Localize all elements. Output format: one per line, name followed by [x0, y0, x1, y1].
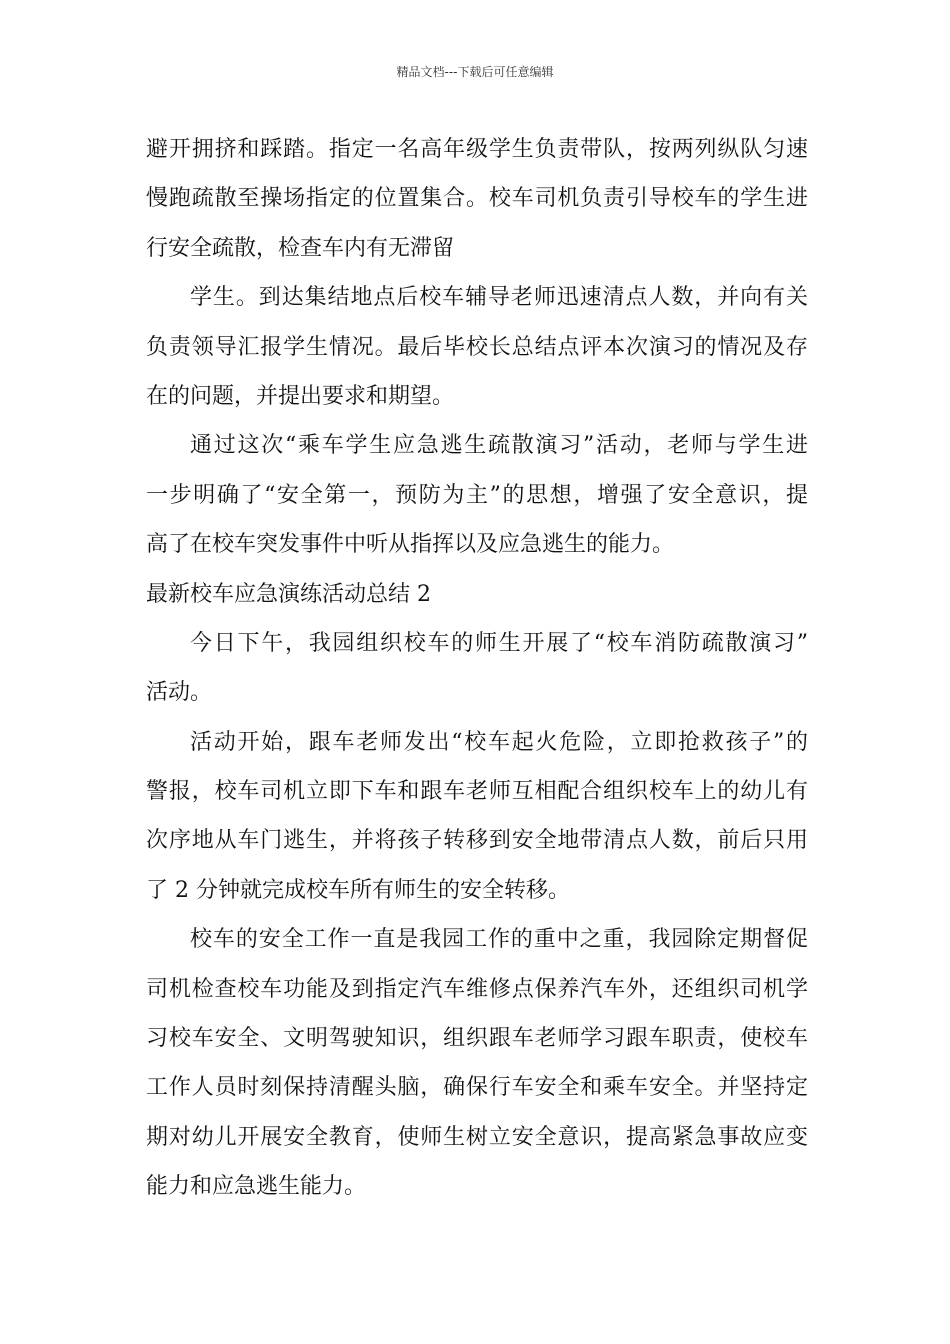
text-line: 习校车安全、文明驾驶知识，组织跟车老师学习跟车职责，使校车: [146, 1026, 808, 1052]
text-line: 慢跑疏散至操场指定的位置集合。校车司机负责引导校车的学生进: [146, 186, 808, 212]
text-line: 学生。到达集结地点后校车辅导老师迅速清点人数，并向有关: [190, 285, 808, 311]
text-line: 期对幼儿开展安全教育，使师生树立安全意识，提高紧急事故应变: [146, 1124, 808, 1150]
text-line: 通过这次“乘车学生应急逃生疏散演习”活动，老师与学生进: [190, 433, 808, 459]
text-line: 高了在校车突发事件中听从指挥以及应急逃生的能力。: [146, 532, 675, 558]
text-line: 校车的安全工作一直是我园工作的重中之重，我园除定期督促: [190, 927, 808, 953]
text-line: 司机检查校车功能及到指定汽车维修点保养汽车外，还组织司机学: [146, 976, 808, 1002]
text-line: 活动。: [146, 680, 213, 706]
text-line: 行安全疏散，检查车内有无滞留: [146, 235, 455, 261]
text-line: 活动开始，跟车老师发出“校车起火危险，立即抢救孩子”的: [190, 729, 808, 755]
text-line: 在的问题，并提出要求和期望。: [146, 383, 455, 409]
text-line: 警报，校车司机立即下车和跟车老师互相配合组织校车上的幼儿有: [146, 779, 808, 805]
page-header: 精品文档---下载后可任意编辑: [396, 65, 554, 79]
text-line: 工作人员时刻保持清醒头脑，确保行车安全和乘车安全。并坚持定: [146, 1075, 808, 1101]
text-line: 次序地从车门逃生，并将孩子转移到安全地带清点人数，前后只用: [146, 828, 808, 854]
text-line: 今日下午，我园组织校车的师生开展了“校车消防疏散演习”: [190, 630, 808, 656]
document-body: [146, 130, 808, 1217]
text-line: 一步明确了“安全第一，预防为主”的思想，增强了安全意识，提: [146, 482, 808, 508]
text-line: 了 2 分钟就完成校车所有师生的安全转移。: [146, 877, 570, 903]
text-line: 负责领导汇报学生情况。最后毕校长总结点评本次演习的情况及存: [146, 334, 808, 360]
text-line: 避开拥挤和踩踏。指定一名高年级学生负责带队，按两列纵队匀速: [146, 137, 808, 162]
section-heading: 最新校车应急演练活动总结 2: [146, 581, 431, 607]
text-line: 能力和应急逃生能力。: [146, 1174, 367, 1200]
